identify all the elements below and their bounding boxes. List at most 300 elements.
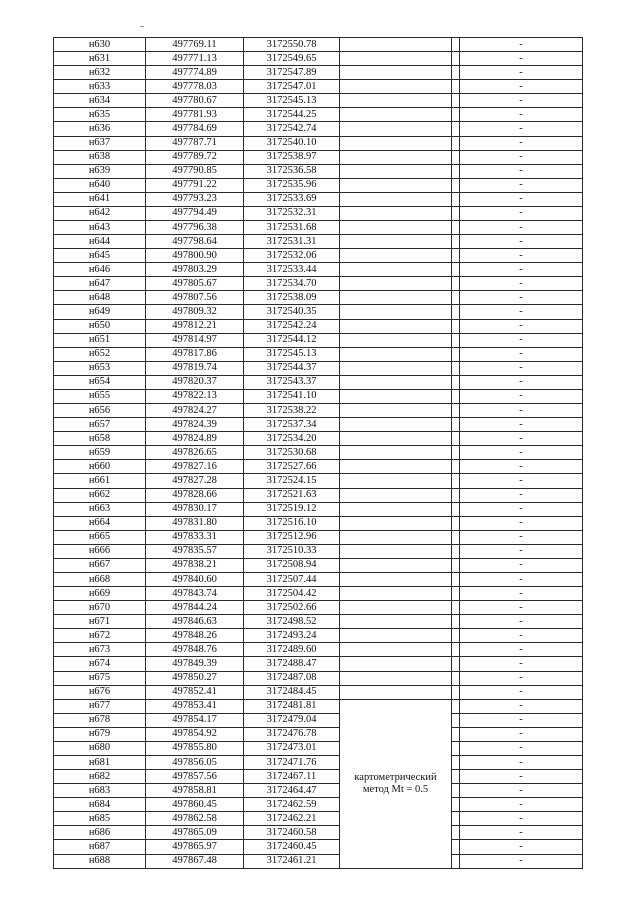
coordinate-y: 3172545.13 <box>244 347 340 361</box>
method-cell-empty <box>340 418 452 432</box>
error-value: - <box>460 713 583 727</box>
coordinate-y: 3172535.96 <box>244 178 340 192</box>
column-gap <box>452 291 460 305</box>
column-gap <box>452 235 460 249</box>
column-gap <box>452 544 460 558</box>
column-gap <box>452 389 460 403</box>
error-value: - <box>460 164 583 178</box>
point-name: н664 <box>54 516 146 530</box>
point-name: н658 <box>54 432 146 446</box>
error-value: - <box>460 812 583 826</box>
method-cell-empty <box>340 474 452 488</box>
coordinate-x: 497812.21 <box>146 319 244 333</box>
method-cell-empty <box>340 389 452 403</box>
error-value: - <box>460 333 583 347</box>
method-cell-empty <box>340 516 452 530</box>
coordinate-x: 497803.29 <box>146 263 244 277</box>
error-value: - <box>460 94 583 108</box>
coordinate-y: 3172464.47 <box>244 784 340 798</box>
method-cell-empty <box>340 178 452 192</box>
column-gap <box>452 671 460 685</box>
point-name: н673 <box>54 643 146 657</box>
error-value: - <box>460 643 583 657</box>
column-gap <box>452 826 460 840</box>
column-gap <box>452 685 460 699</box>
column-gap <box>452 770 460 784</box>
error-value: - <box>460 192 583 206</box>
column-gap <box>452 530 460 544</box>
coordinate-y: 3172532.06 <box>244 249 340 263</box>
error-value: - <box>460 80 583 94</box>
method-cell-empty <box>340 615 452 629</box>
column-gap <box>452 854 460 868</box>
point-name: н636 <box>54 122 146 136</box>
point-name: н672 <box>54 629 146 643</box>
error-value: - <box>460 798 583 812</box>
coordinates-table <box>53 37 583 869</box>
point-name: н671 <box>54 615 146 629</box>
error-value: - <box>460 319 583 333</box>
coordinate-y: 3172484.45 <box>244 685 340 699</box>
column-gap <box>452 516 460 530</box>
coordinate-x: 497852.41 <box>146 685 244 699</box>
table-row <box>54 291 583 305</box>
coordinate-x: 497830.17 <box>146 502 244 516</box>
coordinate-x: 497826.65 <box>146 446 244 460</box>
coordinate-y: 3172533.69 <box>244 192 340 206</box>
column-gap <box>452 164 460 178</box>
coordinate-y: 3172460.45 <box>244 840 340 854</box>
point-name: н686 <box>54 826 146 840</box>
column-gap <box>452 66 460 80</box>
error-value: - <box>460 826 583 840</box>
method-cell-empty <box>340 66 452 80</box>
method-cell-empty <box>340 643 452 657</box>
coordinate-y: 3172545.13 <box>244 94 340 108</box>
table-row <box>54 319 583 333</box>
point-name: н667 <box>54 558 146 572</box>
coordinate-x: 497846.63 <box>146 615 244 629</box>
coordinate-y: 3172462.59 <box>244 798 340 812</box>
method-cell-empty <box>340 629 452 643</box>
error-value: - <box>460 108 583 122</box>
coordinates-sheet <box>53 37 583 869</box>
coordinate-x: 497820.37 <box>146 375 244 389</box>
coordinate-y: 3172541.10 <box>244 389 340 403</box>
column-gap <box>452 52 460 66</box>
coordinate-x: 497800.90 <box>146 249 244 263</box>
coordinate-x: 497774.89 <box>146 66 244 80</box>
method-cell-empty <box>340 52 452 66</box>
point-name: н679 <box>54 727 146 741</box>
table-row <box>54 221 583 235</box>
method-cell-empty <box>340 277 452 291</box>
coordinate-x: 497844.24 <box>146 601 244 615</box>
column-gap <box>452 277 460 291</box>
point-name: н654 <box>54 375 146 389</box>
table-row <box>54 375 583 389</box>
column-gap <box>452 361 460 375</box>
error-value: - <box>460 558 583 572</box>
column-gap <box>452 446 460 460</box>
point-name: н662 <box>54 488 146 502</box>
coordinate-y: 3172498.52 <box>244 615 340 629</box>
table-row <box>54 741 583 755</box>
method-cell-empty <box>340 333 452 347</box>
method-cell-empty <box>340 530 452 544</box>
coordinate-y: 3172460.58 <box>244 826 340 840</box>
point-name: н632 <box>54 66 146 80</box>
table-row <box>54 826 583 840</box>
method-cell-empty <box>340 38 452 52</box>
method-cell-empty <box>340 671 452 685</box>
point-name: н650 <box>54 319 146 333</box>
coordinate-y: 3172544.12 <box>244 333 340 347</box>
method-label: картометрический <box>354 771 437 783</box>
coordinate-x: 497791.22 <box>146 178 244 192</box>
coordinate-x: 497805.67 <box>146 277 244 291</box>
table-row <box>54 516 583 530</box>
point-name: н659 <box>54 446 146 460</box>
table-row <box>54 108 583 122</box>
coordinate-y: 3172550.78 <box>244 38 340 52</box>
table-row <box>54 812 583 826</box>
scan-mark <box>140 26 144 27</box>
coordinate-y: 3172540.10 <box>244 136 340 150</box>
table-row <box>54 601 583 615</box>
table-row <box>54 52 583 66</box>
point-name: н660 <box>54 460 146 474</box>
coordinate-x: 497769.11 <box>146 38 244 52</box>
column-gap <box>452 572 460 586</box>
coordinate-x: 497824.27 <box>146 404 244 418</box>
coordinate-y: 3172516.10 <box>244 516 340 530</box>
coordinate-x: 497843.74 <box>146 587 244 601</box>
coordinate-x: 497865.09 <box>146 826 244 840</box>
table-row <box>54 685 583 699</box>
method-cell-empty <box>340 587 452 601</box>
point-name: н637 <box>54 136 146 150</box>
coordinate-x: 497855.80 <box>146 741 244 755</box>
column-gap <box>452 784 460 798</box>
table-row <box>54 305 583 319</box>
error-value: - <box>460 516 583 530</box>
table-row <box>54 840 583 854</box>
error-value: - <box>460 150 583 164</box>
coordinate-y: 3172502.66 <box>244 601 340 615</box>
error-value: - <box>460 784 583 798</box>
point-name: н682 <box>54 770 146 784</box>
table-row <box>54 389 583 403</box>
table-row <box>54 178 583 192</box>
error-value: - <box>460 741 583 755</box>
coordinate-x: 497824.89 <box>146 432 244 446</box>
coordinate-y: 3172544.25 <box>244 108 340 122</box>
point-name: н641 <box>54 192 146 206</box>
point-name: н642 <box>54 206 146 220</box>
table-row <box>54 122 583 136</box>
table-row <box>54 66 583 80</box>
coordinate-x: 497827.28 <box>146 474 244 488</box>
column-gap <box>452 80 460 94</box>
error-value: - <box>460 685 583 699</box>
coordinate-x: 497781.93 <box>146 108 244 122</box>
point-name: н640 <box>54 178 146 192</box>
coordinate-x: 497827.16 <box>146 460 244 474</box>
table-row <box>54 854 583 868</box>
table-row <box>54 347 583 361</box>
table-row <box>54 263 583 277</box>
method-cell-empty <box>340 432 452 446</box>
column-gap <box>452 94 460 108</box>
coordinate-x: 497807.56 <box>146 291 244 305</box>
coordinate-y: 3172542.74 <box>244 122 340 136</box>
method-cell-empty <box>340 572 452 586</box>
coordinate-x: 497854.92 <box>146 727 244 741</box>
coordinate-x: 497860.45 <box>146 798 244 812</box>
table-row <box>54 432 583 446</box>
coordinate-x: 497819.74 <box>146 361 244 375</box>
coordinate-y: 3172524.15 <box>244 474 340 488</box>
column-gap <box>452 38 460 52</box>
column-gap <box>452 840 460 854</box>
point-name: н651 <box>54 333 146 347</box>
coordinate-y: 3172489.60 <box>244 643 340 657</box>
error-value: - <box>460 404 583 418</box>
column-gap <box>452 741 460 755</box>
table-row <box>54 80 583 94</box>
column-gap <box>452 404 460 418</box>
coordinate-y: 3172487.08 <box>244 671 340 685</box>
error-value: - <box>460 263 583 277</box>
coordinate-y: 3172493.24 <box>244 629 340 643</box>
method-cell-empty <box>340 291 452 305</box>
column-gap <box>452 418 460 432</box>
coordinate-y: 3172543.37 <box>244 375 340 389</box>
column-gap <box>452 375 460 389</box>
error-value: - <box>460 446 583 460</box>
point-name: н638 <box>54 150 146 164</box>
coordinate-y: 3172530.68 <box>244 446 340 460</box>
coordinate-x: 497854.17 <box>146 713 244 727</box>
error-value: - <box>460 361 583 375</box>
coordinate-y: 3172467.11 <box>244 770 340 784</box>
column-gap <box>452 488 460 502</box>
column-gap <box>452 502 460 516</box>
point-name: н656 <box>54 404 146 418</box>
coordinate-y: 3172538.09 <box>244 291 340 305</box>
coordinate-x: 497858.81 <box>146 784 244 798</box>
point-name: н647 <box>54 277 146 291</box>
method-cell-empty <box>340 544 452 558</box>
method-cell-empty <box>340 446 452 460</box>
column-gap <box>452 192 460 206</box>
column-gap <box>452 474 460 488</box>
table-row <box>54 206 583 220</box>
coordinate-x: 497784.69 <box>146 122 244 136</box>
coordinate-x: 497849.39 <box>146 657 244 671</box>
coordinate-x: 497831.80 <box>146 516 244 530</box>
table-row <box>54 192 583 206</box>
coordinate-x: 497840.60 <box>146 572 244 586</box>
method-cell-empty <box>340 319 452 333</box>
table-row <box>54 784 583 798</box>
error-value: - <box>460 502 583 516</box>
error-value: - <box>460 488 583 502</box>
point-name: н630 <box>54 38 146 52</box>
point-name: н661 <box>54 474 146 488</box>
error-value: - <box>460 474 583 488</box>
column-gap <box>452 122 460 136</box>
error-value: - <box>460 770 583 784</box>
error-value: - <box>460 249 583 263</box>
table-row <box>54 629 583 643</box>
coordinate-x: 497817.86 <box>146 347 244 361</box>
method-cell-empty <box>340 460 452 474</box>
point-name: н678 <box>54 713 146 727</box>
coordinate-x: 497787.71 <box>146 136 244 150</box>
error-value: - <box>460 38 583 52</box>
column-gap <box>452 460 460 474</box>
coordinate-y: 3172540.35 <box>244 305 340 319</box>
column-gap <box>452 643 460 657</box>
coordinate-y: 3172508.94 <box>244 558 340 572</box>
column-gap <box>452 305 460 319</box>
error-value: - <box>460 671 583 685</box>
coordinate-y: 3172519.12 <box>244 502 340 516</box>
method-cell-empty <box>340 80 452 94</box>
error-value: - <box>460 854 583 868</box>
table-row <box>54 755 583 769</box>
method-cell-empty <box>340 558 452 572</box>
coordinate-x: 497865.97 <box>146 840 244 854</box>
coordinate-y: 3172512.96 <box>244 530 340 544</box>
point-name: н674 <box>54 657 146 671</box>
coordinates-table-body <box>54 38 583 869</box>
table-row <box>54 615 583 629</box>
point-name: н665 <box>54 530 146 544</box>
table-row <box>54 136 583 150</box>
error-value: - <box>460 418 583 432</box>
error-value: - <box>460 657 583 671</box>
coordinate-x: 497835.57 <box>146 544 244 558</box>
method-cell-empty <box>340 164 452 178</box>
error-value: - <box>460 178 583 192</box>
table-row <box>54 502 583 516</box>
coordinate-y: 3172510.33 <box>244 544 340 558</box>
coordinate-y: 3172471.76 <box>244 755 340 769</box>
coordinate-x: 497794.49 <box>146 206 244 220</box>
point-name: н668 <box>54 572 146 586</box>
method-cell-empty <box>340 404 452 418</box>
coordinate-y: 3172536.58 <box>244 164 340 178</box>
point-name: н648 <box>54 291 146 305</box>
error-value: - <box>460 235 583 249</box>
point-name: н643 <box>54 221 146 235</box>
method-cell-empty <box>340 488 452 502</box>
table-row <box>54 94 583 108</box>
method-cell-empty <box>340 657 452 671</box>
point-name: н639 <box>54 164 146 178</box>
table-row <box>54 770 583 784</box>
column-gap <box>452 263 460 277</box>
error-value: - <box>460 277 583 291</box>
coordinate-x: 497838.21 <box>146 558 244 572</box>
coordinate-y: 3172549.65 <box>244 52 340 66</box>
method-cell-empty <box>340 263 452 277</box>
point-name: н646 <box>54 263 146 277</box>
method-cell-empty <box>340 305 452 319</box>
coordinate-x: 497796.38 <box>146 221 244 235</box>
table-row <box>54 798 583 812</box>
error-value: - <box>460 389 583 403</box>
point-name: н645 <box>54 249 146 263</box>
coordinate-x: 497778.03 <box>146 80 244 94</box>
table-row <box>54 643 583 657</box>
coordinate-x: 497862.58 <box>146 812 244 826</box>
column-gap <box>452 601 460 615</box>
table-row <box>54 587 583 601</box>
table-row <box>54 164 583 178</box>
coordinate-x: 497833.31 <box>146 530 244 544</box>
column-gap <box>452 150 460 164</box>
column-gap <box>452 319 460 333</box>
column-gap <box>452 713 460 727</box>
table-row <box>54 333 583 347</box>
coordinate-x: 497790.85 <box>146 164 244 178</box>
coordinate-y: 3172544.37 <box>244 361 340 375</box>
point-name: н649 <box>54 305 146 319</box>
error-value: - <box>460 305 583 319</box>
point-name: н644 <box>54 235 146 249</box>
error-value: - <box>460 347 583 361</box>
error-value: - <box>460 615 583 629</box>
point-name: н687 <box>54 840 146 854</box>
point-name: н653 <box>54 361 146 375</box>
point-name: н683 <box>54 784 146 798</box>
column-gap <box>452 108 460 122</box>
point-name: н657 <box>54 418 146 432</box>
error-value: - <box>460 572 583 586</box>
point-name: н676 <box>54 685 146 699</box>
coordinate-y: 3172534.20 <box>244 432 340 446</box>
method-cell-empty <box>340 601 452 615</box>
table-row <box>54 671 583 685</box>
error-value: - <box>460 206 583 220</box>
coordinate-x: 497857.56 <box>146 770 244 784</box>
point-name: н688 <box>54 854 146 868</box>
error-value: - <box>460 840 583 854</box>
error-value: - <box>460 432 583 446</box>
coordinate-y: 3172538.22 <box>244 404 340 418</box>
coordinate-x: 497848.76 <box>146 643 244 657</box>
coordinate-y: 3172537.34 <box>244 418 340 432</box>
error-value: - <box>460 601 583 615</box>
coordinate-y: 3172533.44 <box>244 263 340 277</box>
table-row <box>54 699 583 713</box>
error-value: - <box>460 727 583 741</box>
method-cell-empty <box>340 347 452 361</box>
coordinate-y: 3172473.01 <box>244 741 340 755</box>
coordinate-x: 497789.72 <box>146 150 244 164</box>
method-cell-empty <box>340 136 452 150</box>
table-row <box>54 572 583 586</box>
table-row <box>54 727 583 741</box>
method-cell-empty <box>340 361 452 375</box>
coordinate-y: 3172547.01 <box>244 80 340 94</box>
point-name: н634 <box>54 94 146 108</box>
table-row <box>54 150 583 164</box>
